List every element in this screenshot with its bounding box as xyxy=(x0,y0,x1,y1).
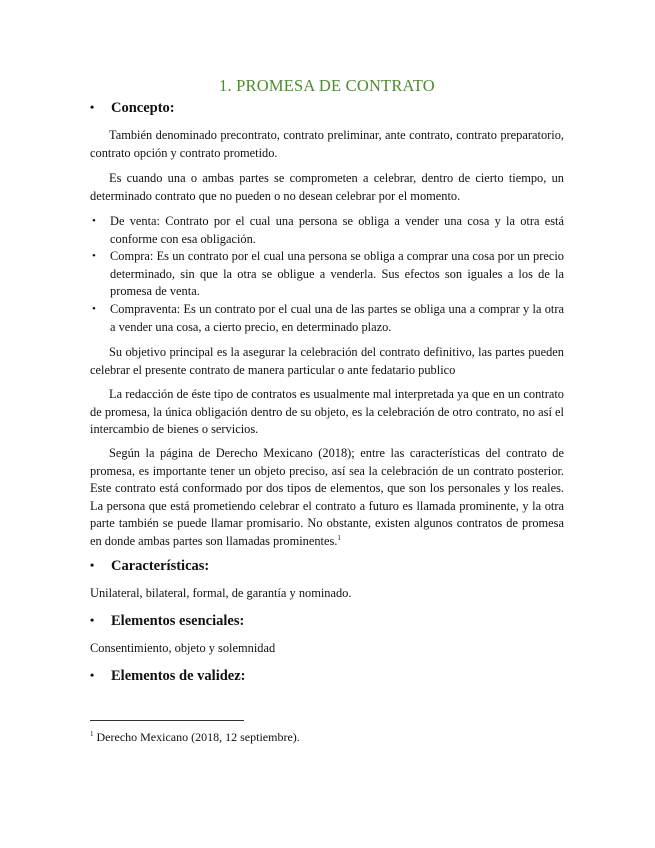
bullet-icon: • xyxy=(92,303,96,315)
list-item-text: De venta: Contrato por el cual una persona se obliga a vender una cosa y la otra está conforme con esa obligación. xyxy=(110,214,564,246)
paragraph-definicion: Es cuando una o ambas partes se comprometen a celebrar, dentro de cierto tiempo, un determinado contrato que no pueden o no desean celebrar por el momento. xyxy=(90,171,564,203)
bullet-icon: • xyxy=(90,668,95,682)
paragraph-definicion-sinonimos: También denominado precontrato, contrato preliminar, ante contrato, contrato preparatorio, contrato opción y contrato prometido. xyxy=(90,128,564,160)
bullet-icon: • xyxy=(90,613,95,627)
list-item-text: Compra: Es un contrato por el cual una persona se obliga a comprar una cosa por un precio determinado, sin que la otra se obligue a venderla. Sus efectos son iguales a los de la promesa de venta. xyxy=(110,249,564,299)
paragraph-caracteristicas: Unilateral, bilateral, formal, de garantía y nominado. xyxy=(90,586,352,600)
heading-concepto-label: Concepto: xyxy=(111,100,175,116)
bullet-icon: • xyxy=(90,100,95,114)
footnote xyxy=(90,730,300,745)
heading-elementos-validez-label: Elementos de validez: xyxy=(111,668,246,684)
page-title: 1. PROMESA DE CONTRATO xyxy=(219,76,435,95)
list-item-text: Compraventa: Es un contrato por el cual una de las partes se obliga una a comprar y la otra a vender una cosa, a cierto precio, en determinado plazo. xyxy=(110,302,564,334)
list-item-compra xyxy=(90,248,564,301)
paragraph-elementos-esenciales: Consentimiento, objeto y solemnidad xyxy=(90,641,276,655)
paragraph-derecho-mexicano xyxy=(90,445,564,551)
bullet-icon: • xyxy=(92,250,96,262)
paragraph-redaccion: La redacción de éste tipo de contratos es usualmente mal interpretada ya que en un contrato de promesa, la única obligación dentro de su objeto, es la celebración de otro contrato, no así el intercambio de bienes o servicios. xyxy=(90,387,564,437)
bullet-icon: • xyxy=(92,215,96,227)
bullet-icon: • xyxy=(90,558,95,572)
list-item-compraventa xyxy=(90,301,564,336)
paragraph-objetivo: Su objetivo principal es la asegurar la celebración del contrato definitivo, las partes pueden celebrar el presente contrato de manera particular o ante fedatario publico xyxy=(90,345,564,377)
footnote-reference[interactable]: 1 xyxy=(337,533,341,542)
footnote-text: Derecho Mexicano (2018, 12 septiembre). xyxy=(96,730,300,744)
list-item-de-venta xyxy=(90,213,564,248)
paragraph-derecho-mexicano-text: Según la página de Derecho Mexicano (2018); entre las características del contrato de promesa, es importante tener un objeto preciso, así sea la celebración de un contrato posterior. Este contrato está conformado por dos tipos de elementos, que son los personales y los reales. La persona que está prometiendo celebrar el contrato a futuro es llamada prominente, y la otra parte también se puede llamar promisario. No obstante, existen algunos contratos de promesa en donde ambas partes son llamadas prominentes. xyxy=(90,446,564,548)
heading-caracteristicas-label: Características: xyxy=(111,558,210,574)
footnote-mark: 1 xyxy=(90,730,94,738)
heading-elementos-esenciales-label: Elementos esenciales: xyxy=(111,613,245,629)
footnote-separator xyxy=(90,720,244,721)
